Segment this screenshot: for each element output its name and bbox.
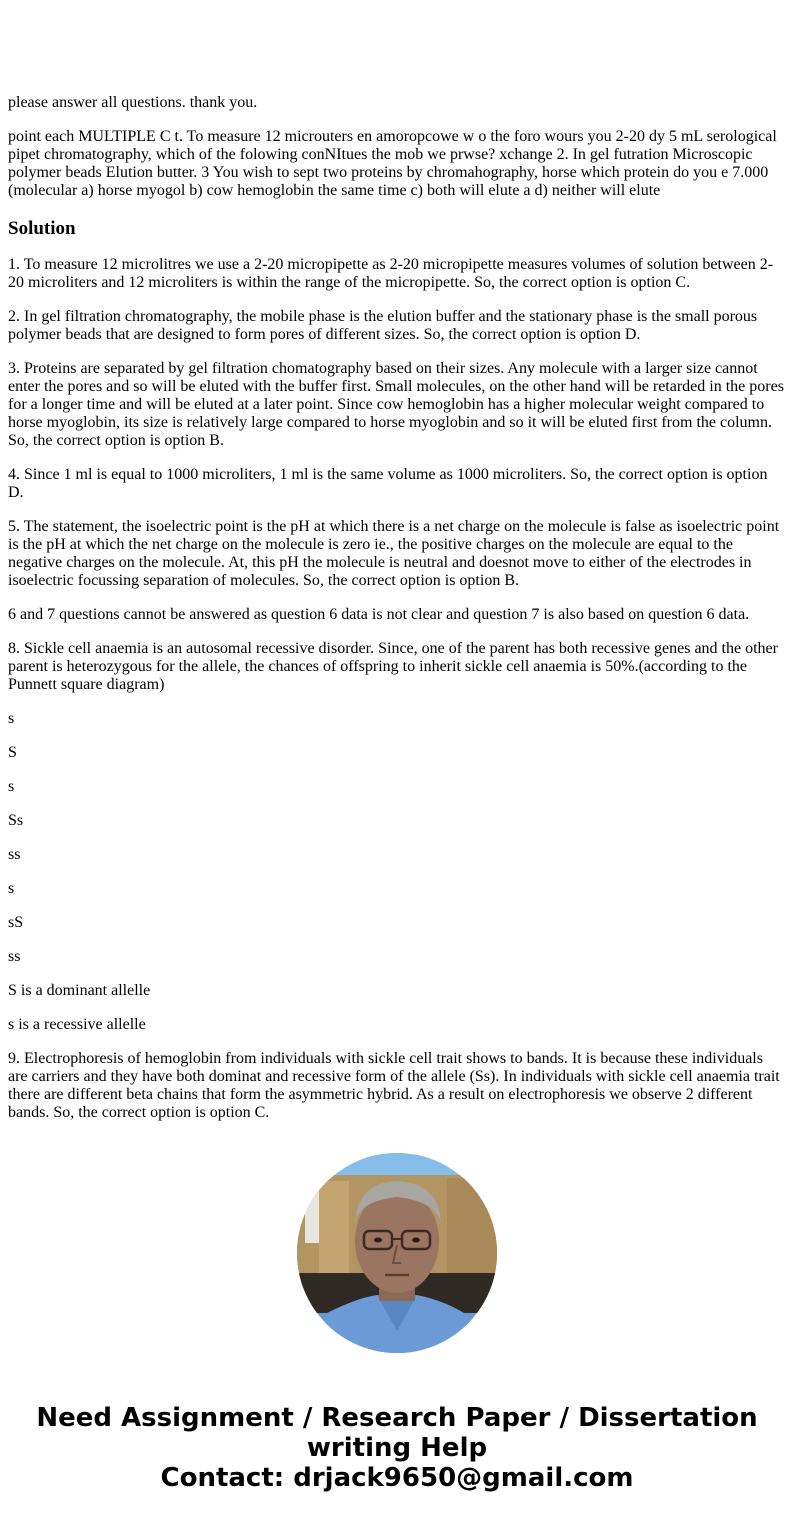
answer-1: 1. To measure 12 microlitres we use a 2-20 micropipette as 2-20 micropipette measures volumes of solution between 2-20 microliters and 12 microliters is within the range of the micropipette. So, the correct option is option C. bbox=[8, 256, 774, 291]
document-content bbox=[8, 94, 786, 1123]
banner-line-1: Need Assignment / Research Paper / Dissertation bbox=[36, 1403, 758, 1433]
author-avatar bbox=[297, 1153, 497, 1353]
punnett-cell: S bbox=[8, 744, 17, 761]
solution-heading: Solution bbox=[8, 218, 76, 239]
legend-dominant: S is a dominant allelle bbox=[8, 982, 151, 999]
punnett-cell: Ss bbox=[8, 812, 24, 829]
answer-6-7: 6 and 7 questions cannot be answered as question 6 data is not clear and question 7 is also based on question 6 data. bbox=[8, 606, 750, 623]
answer-8: 8. Sickle cell anaemia is an autosomal recessive disorder. Since, one of the parent has both recessive genes and the other parent is heterozygous for the allele, the chances of offspring to inherit sickle cell anaemia is 50%.(according to the Punnett square diagram) bbox=[8, 640, 778, 693]
answer-3: 3. Proteins are separated by gel filtration chomatography based on their sizes. Any molecule with a larger size cannot enter the pores and so will be eluted with the buffer first. Small molecules, on the other hand will be retarded in the pores for a longer time and will be eluted at a later point. Since cow hemoglobin has a higher molecular weight compared to horse myoglobin, its size is relatively large compared to horse myoglobin and so it will be eluted first from the column. So, the correct option is option B. bbox=[8, 360, 784, 449]
answer-4: 4. Since 1 ml is equal to 1000 microliters, 1 ml is the same volume as 1000 microliters. So, the correct option is option D. bbox=[8, 466, 768, 501]
punnett-cell: sS bbox=[8, 914, 24, 931]
banner-contact-email: Contact: drjack9650@gmail.com bbox=[160, 1463, 634, 1493]
legend-recessive: s is a recessive allelle bbox=[8, 1016, 146, 1033]
punnett-cell: s bbox=[8, 880, 15, 897]
punnett-cell: s bbox=[8, 710, 15, 727]
question-intro: please answer all questions. thank you. bbox=[8, 94, 258, 111]
punnett-square bbox=[8, 710, 786, 966]
person-portrait-icon bbox=[297, 1153, 497, 1353]
answer-5: 5. The statement, the isoelectric point is the pH at which there is a net charge on the molecule is false as isoelectric point is the pH at which the net charge on the molecule is zero ie., the positive charges on the molecule are equal to the negative charges on the molecule. At, this pH the molecule is neutral and doesnot move to either of the electrodes in isoelectric focussing separation of molecules. So, the correct option is option B. bbox=[8, 518, 780, 589]
punnett-cell: ss bbox=[8, 846, 21, 863]
contact-banner bbox=[0, 1403, 794, 1493]
punnett-cell: s bbox=[8, 778, 15, 795]
punnett-cell: ss bbox=[8, 948, 21, 965]
question-body: point each MULTIPLE C t. To measure 12 microuters en amoropcowe w o the foro wours you 2-20 dy 5 mL serological pipet chromatography, which of the folowing conNItues the mob we prwse? xchange 2. In gel futration Microscopic polymer beads Elution butter. 3 You wish to sept two proteins by chromahography, horse which protein do you e 7.000 (molecular a) horse myogol b) cow hemoglobin the same time c) both will elute a d) neither will elute bbox=[8, 128, 777, 199]
answer-9: 9. Electrophoresis of hemoglobin from individuals with sickle cell trait shows to bands. It is because these individuals are carriers and they have both dominat and recessive form of the allele (Ss). In individuals with sickle cell anaemia trait there are different beta chains that form the asymmetric hybrid. As a result on electrophoresis we observe 2 different bands. So, the correct option is option C. bbox=[8, 1050, 780, 1121]
banner-line-2: writing Help bbox=[306, 1433, 488, 1463]
answer-2: 2. In gel filtration chromatography, the mobile phase is the elution buffer and the stationary phase is the small porous polymer beads that are designed to form pores of different sizes. So, the correct option is option D. bbox=[8, 308, 758, 343]
